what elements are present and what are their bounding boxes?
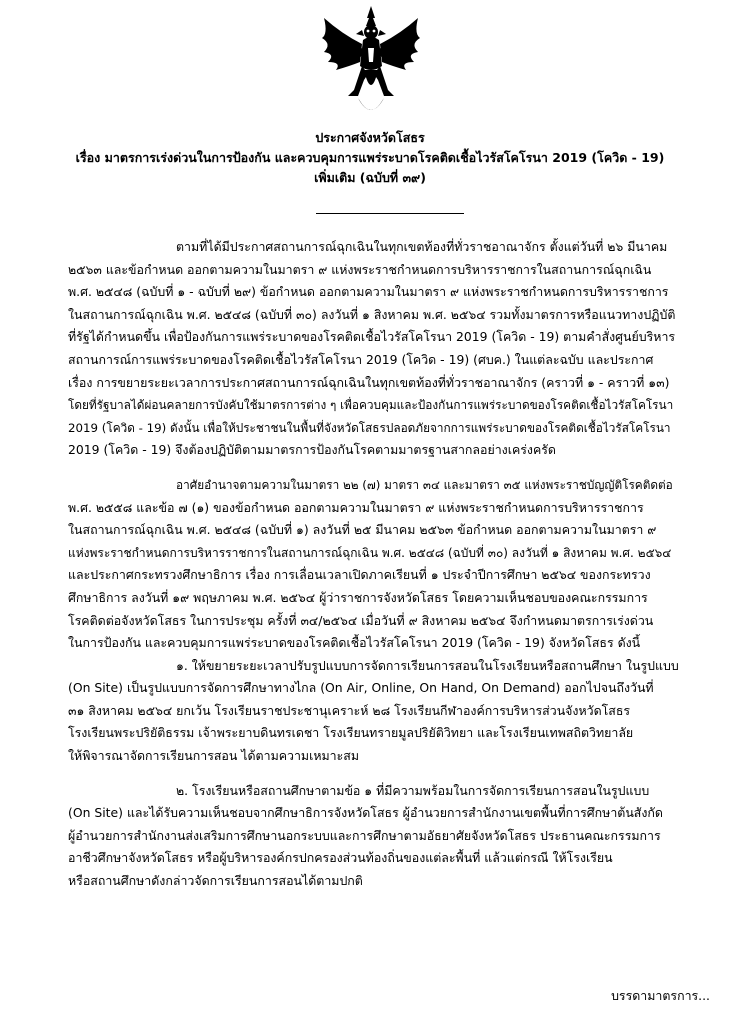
text-line: อาศัยอำนาจตามความในมาตรา ๒๒ (๗) มาตรา ๓๔ และมาตรา ๓๕ แห่งพระราชบัญญัติโรคติดต่อ	[176, 477, 673, 492]
text-line: เรื่อง การขยายระยะเวลาการประกาศสถานการณ์ฉุกเฉินในทุกเขตท้องที่ทั่วราชอาณาจักร (คราวที่ ๑ - คราวที่ ๑๓)	[68, 374, 670, 390]
paragraph-gap	[68, 462, 680, 474]
text-line: ๓๑ สิงหาคม ๒๕๖๔ ยกเว้น โรงเรียนราชประชานุเคราะห์ ๒๘ โรงเรียนกีฬาองค์การบริหารส่วนจังหวัดโสธร	[68, 702, 631, 718]
garuda-emblem-icon	[318, 4, 424, 122]
text-line: โรงเรียนพระปริยัติธรรม เจ้าพระยาบดินทรเดชา โรงเรียนทรายมูลปริยัติวิทยา และโรงเรียนเทพสถิตวิทยาลัย	[68, 725, 634, 741]
text-line: ๑. ให้ขยายระยะเวลาปรับรูปแบบการจัดการเรียนการสอนในโรงเรียนหรือสถานศึกษา ในรูปแบบ	[176, 657, 679, 673]
paragraph-1	[68, 236, 680, 462]
text-line: ศึกษาธิการ ลงวันที่ ๑๙ พฤษภาคม พ.ศ. ๒๕๖๔ ผู้ว่าราชการจังหวัดโสธร โดยความเห็นชอบของคณะกรรมการ	[68, 589, 648, 605]
text-line: สถานการณ์การแพร่ระบาดของโรคติดเชื้อไวรัสโคโรนา 2019 (โควิด - 19) (ศบค.) ในแต่ละฉบับ และประกาศ	[68, 351, 654, 367]
text-line: (On Site) เป็นรูปแบบการจัดการศึกษาทางไกล (On Air, Online, On Hand, On Demand) ออกไปจนถึงวันที่	[68, 680, 654, 696]
text-line: 2019 (โควิด - 19) จึงต้องปฏิบัติตามมาตรการป้องกันโรคตามมาตรฐานสากลอย่างเคร่งครัด	[68, 442, 556, 458]
text-line: และประกาศกระทรวงศึกษาธิการ เรื่อง การเลื่อนเวลาเปิดภาคเรียนที่ ๑ ประจำปีการศึกษา ๒๕๖๔ ของกระทรวง	[68, 567, 651, 583]
text-line: ในสถานการณ์ฉุกเฉิน พ.ศ. ๒๕๔๘ (ฉบับที่ ๑) ลงวันที่ ๒๕ มีนาคม ๒๕๖๓ ข้อกำหนด ออกตามความในมาตรา ๙	[68, 522, 657, 538]
subject-title: เรื่อง มาตรการเร่งด่วนในการป้องกัน และควบคุมการแพร่ระบาดโรคติดเชื้อไวรัสโคโรนา 2019 (โควิด - 19)	[75, 150, 665, 165]
text-line: พ.ศ. ๒๕๔๘ (ฉบับที่ ๑ - ฉบับที่ ๒๙) ข้อกำหนด ออกตามความในมาตรา ๙ แห่งพระราชกำหนดการบริหารราชการ	[68, 284, 669, 300]
text-line: ผู้อำนวยการสำนักงานส่งเสริมการศึกษานอกระบบและการศึกษาตามอัธยาศัยจังหวัดโสธร ประธานคณะกรรมการ	[68, 827, 661, 843]
text-line: พ.ศ. ๒๕๕๘ และข้อ ๗ (๑) ของข้อกำหนด ออกตามความในมาตรา ๙ แห่งพระราชกำหนดการบริหารราชการ	[68, 499, 644, 515]
text-line: ตามที่ได้มีประกาศสถานการณ์ฉุกเฉินในทุกเขตท้องที่ทั่วราชอาณาจักร ตั้งแต่วันที่ ๒๖ มีนาคม	[176, 239, 668, 254]
text-line: แห่งพระราชกำหนดการบริหารราชการในสถานการณ์ฉุกเฉิน พ.ศ. ๒๕๔๘ (ฉบับที่ ๓๐) ลงวันที่ ๑ สิงหาคม พ.ศ. ๒๕๖๔	[68, 545, 672, 560]
continuation-note: บรรดามาตรการ...	[611, 988, 710, 1003]
text-line: ๒. โรงเรียนหรือสถานศึกษาตามข้อ ๑ ที่มีความพร้อมในการจัดการเรียนการสอนในรูปแบบ	[176, 782, 650, 798]
text-line: (On Site) และได้รับความเห็นชอบจากศึกษาธิการจังหวัดโสธร ผู้อำนวยการสำนักงานเขตพื้นที่การศึกษาต้นสังกัด	[68, 805, 663, 821]
measure-item-1	[68, 655, 680, 768]
paragraph-gap	[68, 768, 680, 780]
text-line: ในการป้องกัน และควบคุมการแพร่ระบาดของโรคติดเชื้อไวรัสโคโรนา 2019 (โควิด - 19) จังหวัดโสธร ดังนี้	[68, 635, 641, 651]
text-line: ในสถานการณ์ฉุกเฉิน พ.ศ. ๒๕๔๘ (ฉบับที่ ๓๐) ลงวันที่ ๑ สิงหาคม พ.ศ. ๒๕๖๔ รวมทั้งมาตรการหรือแนวทางปฏิบัติ	[68, 306, 676, 322]
edition-title: เพิ่มเติม (ฉบับที่ ๓๙)	[314, 170, 426, 185]
measure-item-2	[68, 780, 680, 893]
text-line: ให้พิจารณาจัดการเรียนการสอน ได้ตามความเหมาะสม	[68, 748, 360, 764]
text-line: 2019 (โควิด - 19) ดังนั้น เพื่อให้ประชาชนในพื้นที่จังหวัดโสธรปลอดภัยจากการแพร่ระบาดของโรคติดเชื้อไวรัสโคโรนา	[68, 420, 671, 435]
text-line: โรคติดต่อจังหวัดโสธร ในการประชุม ครั้งที่ ๓๔/๒๕๖๔ เมื่อวันที่ ๙ สิงหาคม ๒๕๖๔ จึงกำหนดมาตรการเร่งด่วน	[68, 612, 654, 628]
paragraph-2	[68, 474, 680, 655]
text-line: ที่รัฐได้กำหนดขึ้น เพื่อป้องกันการแพร่ระบาดของโรคติดเชื้อไวรัสโคโรนา 2019 (โควิด - 19) ตามคำสั่งศูนย์บริหาร	[68, 329, 676, 345]
text-line: โดยที่รัฐบาลได้ผ่อนคลายการบังคับใช้มาตรการต่าง ๆ เพื่อควบคุมและป้องกันการแพร่ระบาดของโรคติดเชื้อไวรัสโคโรนา	[68, 398, 674, 413]
text-line: หรือสถานศึกษาดังกล่าวจัดการเรียนการสอนได้ตามปกติ	[68, 873, 363, 889]
issuer-title: ประกาศจังหวัดโสธร	[315, 130, 425, 145]
announcement-header	[60, 128, 680, 188]
text-line: อาชีวศึกษาจังหวัดโสธร หรือผู้บริหารองค์กรปกครองส่วนท้องถิ่นของแต่ละพื้นที่ แล้วแต่กรณี ให้โรงเรียน	[68, 850, 613, 866]
header-divider	[316, 213, 464, 214]
document-body	[68, 236, 680, 893]
text-line: ๒๕๖๓ และข้อกำหนด ออกตามความในมาตรา ๙ แห่งพระราชกำหนดการบริหารราชการในสถานการณ์ฉุกเฉิน	[68, 261, 652, 277]
